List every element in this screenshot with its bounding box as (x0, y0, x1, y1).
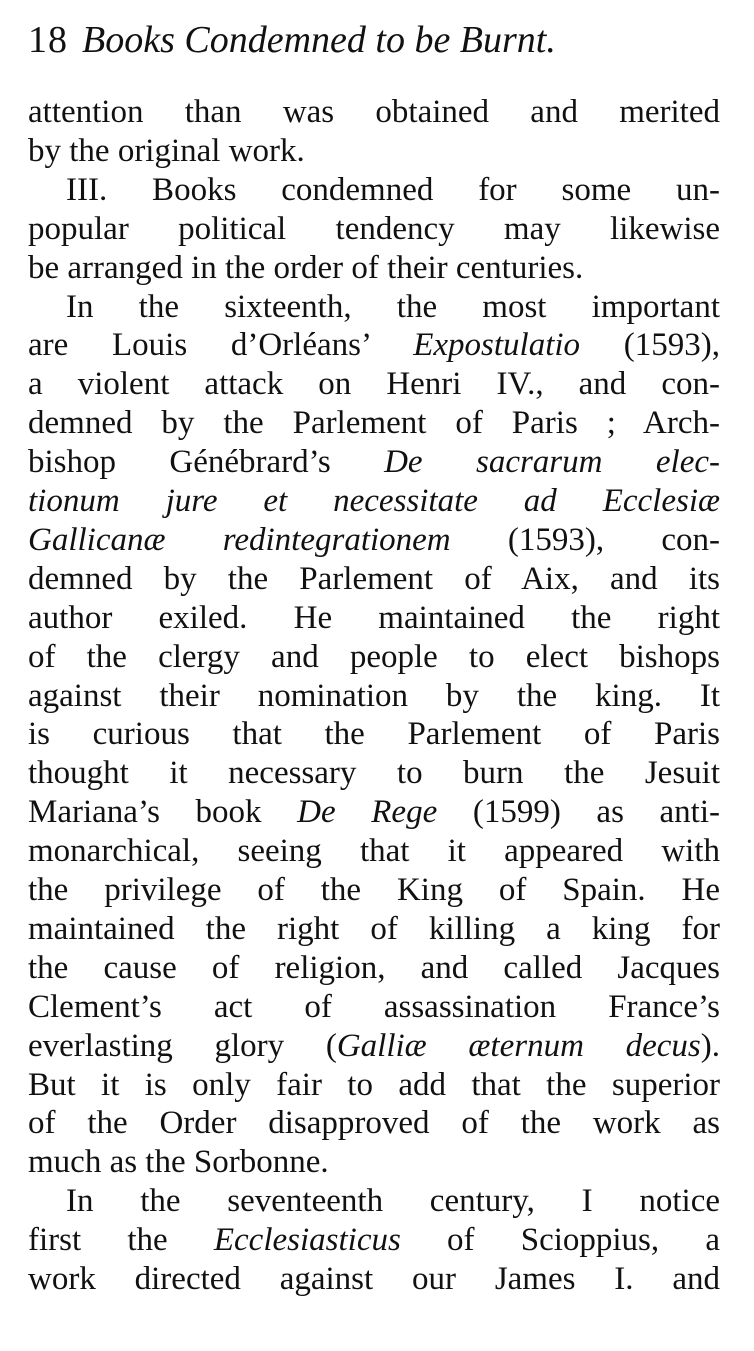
text-line (28, 1026, 720, 1066)
line-text: everlasting glory ( (28, 1027, 337, 1064)
line-text: (1599) as anti- (437, 794, 720, 831)
line-text: In the seventeenth century, I notice (66, 1183, 720, 1220)
text-line (28, 1103, 720, 1143)
line-text: be arranged in the order of their centuries. (28, 249, 584, 286)
text-line (28, 792, 720, 832)
italic-text: Gallicanæ redintegrationem (28, 521, 451, 558)
line-text: In the sixteenth, the most important (66, 288, 720, 325)
line-text: of the Order disapproved of the work as (28, 1105, 720, 1142)
line-text: (1593), con- (450, 521, 720, 558)
line-text: Clement’s act of assassination France’s (28, 988, 720, 1025)
text-line (28, 1065, 720, 1105)
line-text: demned by the Parlement of Aix, and its (28, 560, 720, 597)
line-text: ). (700, 1027, 720, 1064)
page-header (28, 14, 556, 66)
line-text: first the (28, 1222, 214, 1259)
running-title: Books Condemned to be Burnt. (82, 19, 556, 61)
line-text: demned by the Parlement of Paris ; Arch- (28, 405, 720, 442)
line-text: of the clergy and people to elect bishops (28, 638, 720, 675)
text-line (28, 481, 720, 521)
text-line (28, 1259, 720, 1299)
line-text: a violent attack on Henri IV., and con- (28, 366, 720, 403)
line-text: popular political tendency may likewise (28, 210, 720, 247)
text-line (28, 948, 720, 988)
line-text: is curious that the Parlement of Paris (28, 716, 720, 753)
text-line (28, 559, 720, 599)
line-text: bishop Génébrard’s (28, 444, 385, 481)
text-line (28, 248, 720, 288)
text-line (28, 520, 720, 560)
text-line (28, 364, 720, 404)
text-line (28, 637, 720, 677)
text-line (28, 403, 720, 443)
text-line (28, 909, 720, 949)
line-text: (1593), (580, 327, 720, 364)
line-text: work directed against our James I. and (28, 1261, 720, 1297)
text-line (28, 442, 720, 482)
text-line (28, 1220, 720, 1260)
text-line (66, 170, 720, 210)
line-text: are Louis d’Orléans’ (28, 327, 414, 364)
line-text: author exiled. He maintained the right (28, 599, 720, 636)
text-line (28, 209, 720, 249)
line-text: monarchical, seeing that it appeared with (28, 833, 720, 870)
line-text: the cause of religion, and called Jacques (28, 949, 720, 986)
text-line (66, 287, 720, 327)
text-line (28, 870, 720, 910)
line-text: against their nomination by the king. It (28, 677, 720, 714)
text-line (28, 325, 720, 365)
line-text: attention than was obtained and merited (28, 94, 720, 130)
italic-text: Galliæ æternum decus (336, 1027, 701, 1064)
text-line (66, 1181, 720, 1221)
line-text: III. Books condemned for some un- (66, 171, 720, 208)
text-line (28, 714, 720, 754)
line-text: of Scioppius, a (400, 1222, 720, 1259)
line-text: the privilege of the King of Spain. He (28, 872, 720, 908)
line-text: maintained the right of killing a king for (28, 910, 720, 947)
italic-text: tionum jure et necessitate ad Ecclesiæ (28, 483, 720, 519)
text-line (28, 598, 720, 638)
line-text: thought it necessary to burn the Jesuit (28, 755, 720, 792)
line-text: Mariana’s book (28, 794, 298, 831)
text-line (28, 987, 720, 1027)
text-line (28, 676, 720, 716)
text-line (28, 92, 720, 132)
line-text: by the original work. (28, 132, 305, 169)
text-line (28, 831, 720, 871)
italic-text: De Rege (297, 794, 438, 831)
text-line (28, 753, 720, 793)
italic-text: Ecclesiasticus (213, 1222, 401, 1259)
line-text: But it is only fair to add that the superior (28, 1066, 720, 1103)
page-number: 18 (28, 19, 68, 61)
text-line (28, 131, 720, 171)
line-text: much as the Sorbonne. (28, 1144, 329, 1181)
text-line (28, 1142, 720, 1182)
italic-text: Expostulatio (413, 327, 581, 364)
italic-text: De sacrarum elec- (384, 444, 720, 481)
